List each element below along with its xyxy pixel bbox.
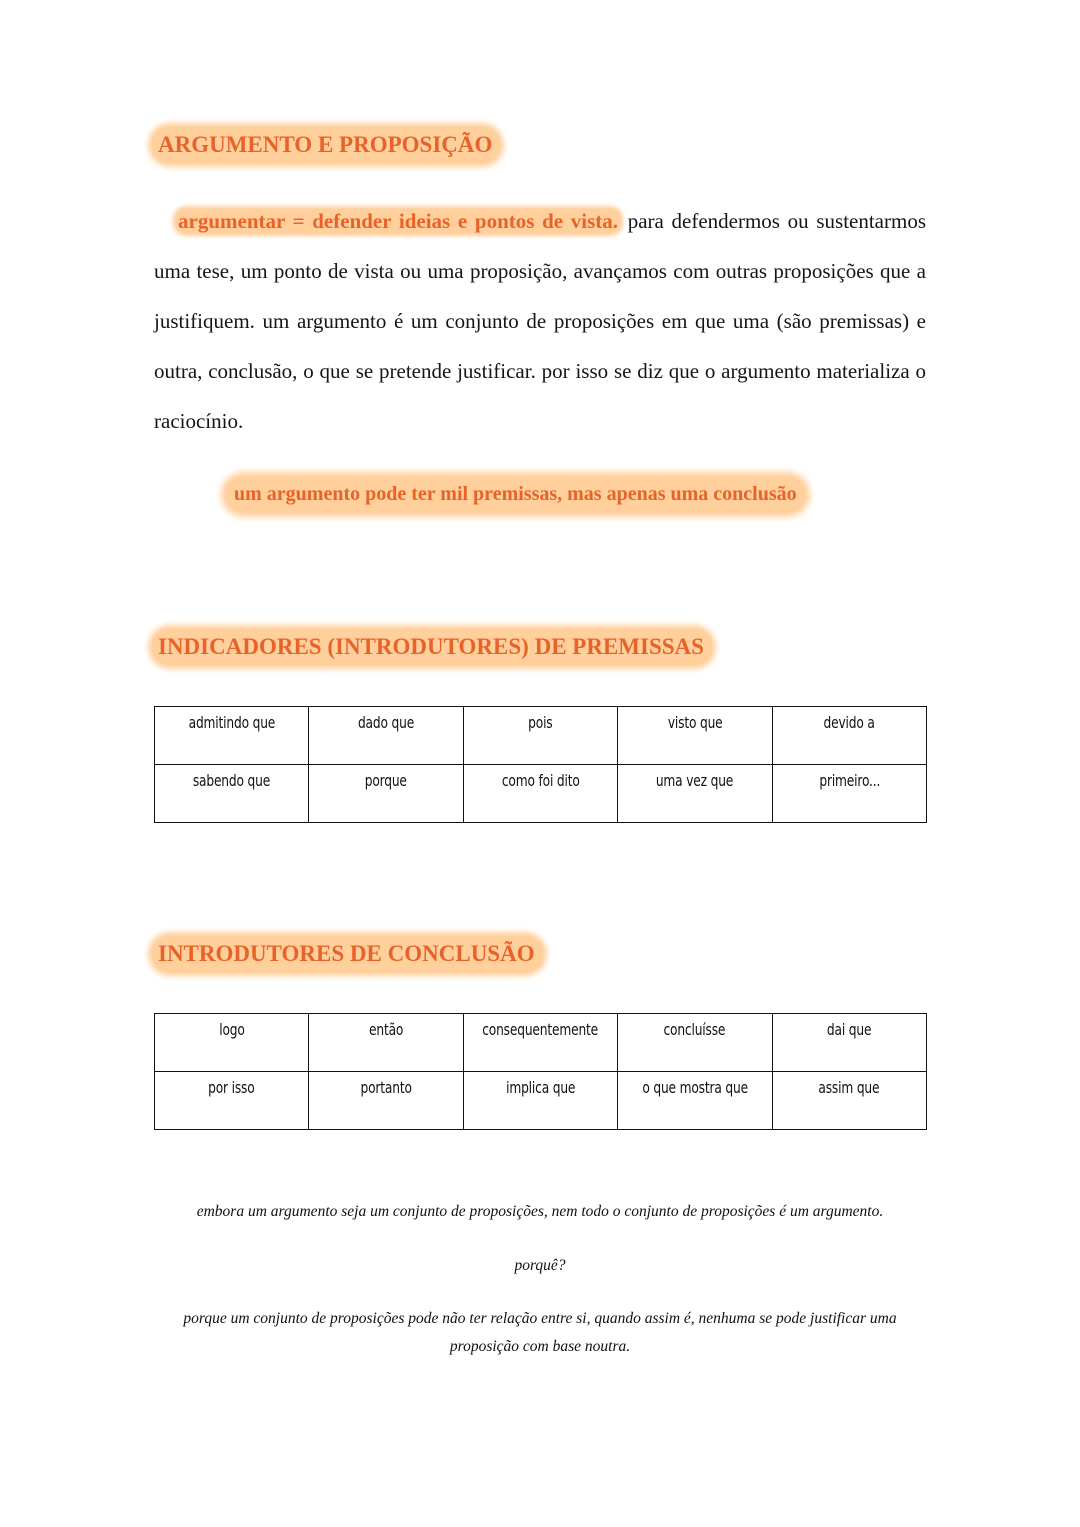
table-cell: por isso: [155, 1072, 309, 1130]
table-cell: portanto: [309, 1072, 463, 1130]
table-cell: como foi dito: [463, 765, 617, 823]
table-cell: dado que: [309, 707, 463, 765]
table-row: [155, 1072, 927, 1130]
paragraph-text: para defendermos ou sustentarmos uma tese, um ponto de vista ou uma proposição, avançamos com outras proposições que a justifiquem. um argumento é um conjunto de proposições em que uma (são premissas) e outra, conclusão, o que se pretende justificar. por isso se diz que o argumento materializa o raciocínio.: [154, 209, 926, 433]
section-heading-premissas: INDICADORES (INTRODUTORES) DE PREMISSAS: [152, 629, 712, 665]
table-cell: implica que: [463, 1072, 617, 1130]
table-row: [155, 765, 927, 823]
table-cell: dai que: [772, 1014, 926, 1072]
table-cell: porque: [309, 765, 463, 823]
section-heading-conclusao: INTRODUTORES DE CONCLUSÃO: [152, 936, 543, 972]
table-row: [155, 707, 927, 765]
paragraph-highlight: argumentar = defender ideias e pontos de vista.: [178, 209, 619, 233]
table-row: [155, 1014, 927, 1072]
table-cell: então: [309, 1014, 463, 1072]
key-callout: um argumento pode ter mil premissas, mas apenas uma conclusão: [226, 477, 805, 512]
note-question: porquê?: [514, 1257, 566, 1274]
premissas-table: [154, 706, 927, 823]
table-cell: consequentemente: [463, 1014, 617, 1072]
note-statement: embora um argumento seja um conjunto de proposições, nem todo o conjunto de proposições é um argumento.: [196, 1203, 884, 1220]
table-cell: primeiro...: [772, 765, 926, 823]
table-cell: devido a: [772, 707, 926, 765]
table-cell: assim que: [772, 1072, 926, 1130]
intro-paragraph: [154, 196, 926, 446]
table-cell: concluísse: [618, 1014, 772, 1072]
table-cell: o que mostra que: [618, 1072, 772, 1130]
table-cell: visto que: [618, 707, 772, 765]
note-answer: porque um conjunto de proposições pode não ter relação entre si, quando assim é, nenhuma se pode justificar uma proposição com base noutra.: [183, 1310, 897, 1355]
table-cell: pois: [463, 707, 617, 765]
section-heading-argumento: ARGUMENTO E PROPOSIÇÃO: [152, 127, 500, 163]
table-cell: logo: [155, 1014, 309, 1072]
table-cell: admitindo que: [155, 707, 309, 765]
table-cell: uma vez que: [618, 765, 772, 823]
table-cell: sabendo que: [155, 765, 309, 823]
conclusao-table: [154, 1013, 927, 1130]
